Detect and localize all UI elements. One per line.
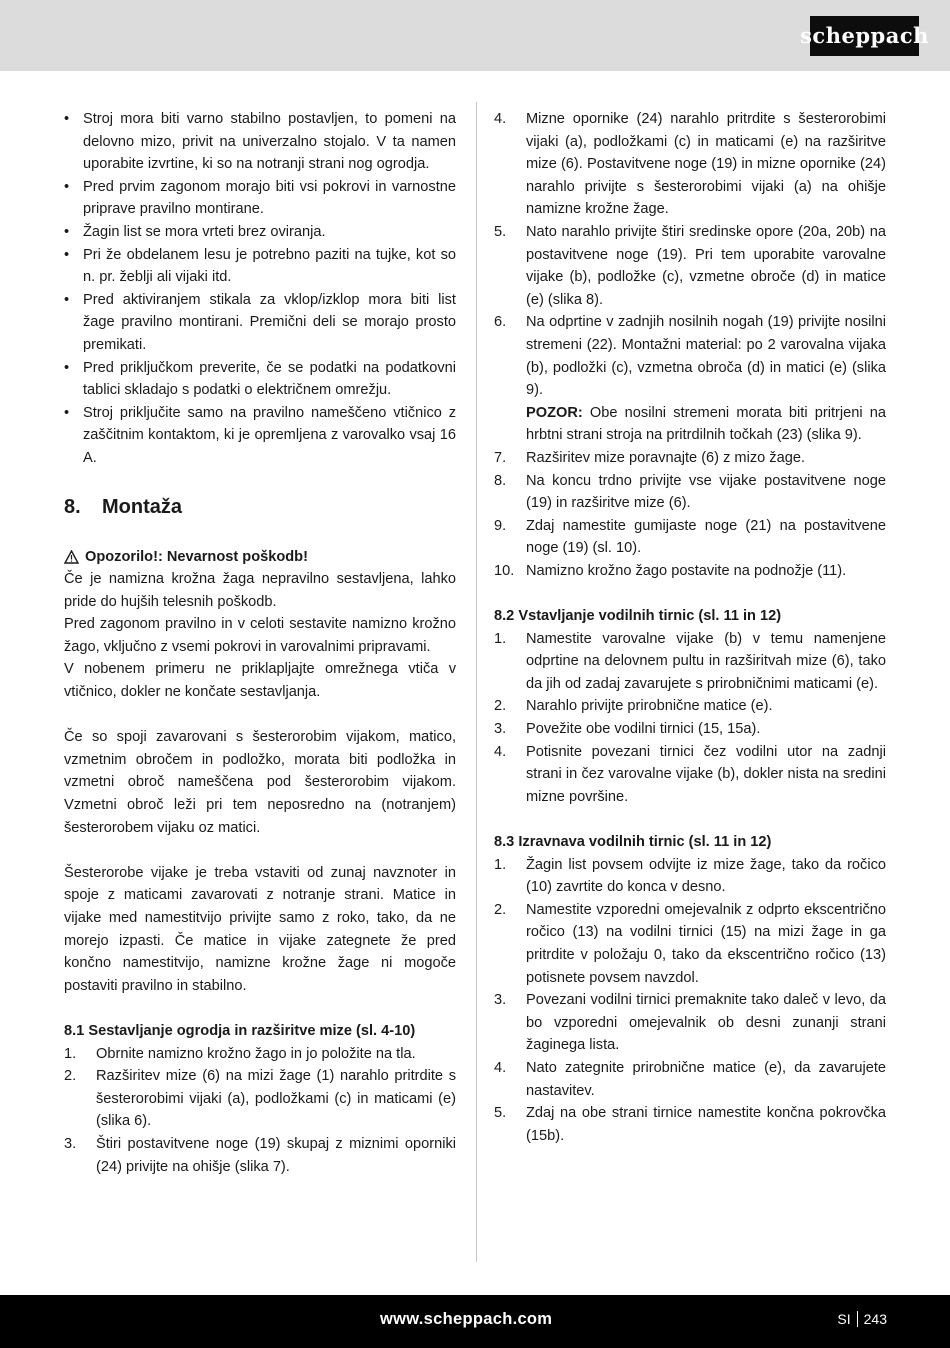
list-item: 2. Namestite vzporedni omejevalnik z odprto ekscentrično ročico (13) na vodilni tirnici (15) na mizi žage in ga pritrdite v položaju 0, tako da ekscentrično ročico (13) potisnete povsem navzdol.	[494, 901, 886, 986]
list-item: 4. Nato zategnite prirobnične matice (e), da zavarujete nastavitev.	[494, 1059, 886, 1099]
website-url[interactable]: www.scheppach.com	[380, 1310, 553, 1328]
list-item: 4. Potisnite povezani tirnici čez vodilni utor na zadnji strani in čez varovalne vijake (b), dokler nista na sredini mizne površine.	[494, 743, 886, 805]
section-title: Montaža	[102, 495, 182, 518]
paragraph: Pred zagonom pravilno in v celoti sestavite namizno krožno žago, vključno z vsemi pokrovi in varovalnimi pripravami.	[64, 616, 456, 655]
list-item: 3. Povežite obe vodilni tirnici (15, 15a).	[494, 721, 761, 738]
section-heading	[64, 494, 456, 520]
column-divider	[476, 102, 477, 1262]
list-item: • Pred aktiviranjem stikala za vklop/izklop mora biti list žage pravilno montirani. Premični deli se morajo prosto premikati.	[64, 289, 456, 357]
warning-heading	[64, 546, 456, 569]
caution-note: POZOR: Obe nosilni stremeni morata biti pritrjeni na hrbtni strani stroja na pritrdilnih točkah (23) (slika 9).	[526, 404, 886, 444]
list-item: 5. Nato narahlo privijte štiri sredinske opore (20a, 20b) na postavitvene noge (19). Pri tem uporabite varovalne vijake (b), podložke (c), vzmetne obroče (d) in matice (e) (slika 8).	[494, 223, 886, 308]
list-item: 3. Povezani vodilni tirnici premaknite tako daleč v levo, da bo vzporedni omejevalnik ob desni zunanji strani žaginega lista.	[494, 992, 886, 1054]
list-item: 1. Namestite varovalne vijake (b) v temu namenjene odprtine na delovnem pultu in razširitvah mize (6), tako da jih od zadaj zavarujete s prirobničnimi maticami (e).	[494, 630, 886, 692]
page-header	[0, 0, 950, 71]
list-item: • Stroj priključite samo na pravilno nameščeno vtičnico z zaščitnim kontaktom, ki je opremljena z varovalko vsaj 16 A.	[64, 402, 456, 470]
list-item: 2. Narahlo privijte prirobnične matice (e).	[494, 698, 773, 715]
list-item: 10. Namizno krožno žago postavite na podnožje (11).	[494, 562, 847, 579]
assembly-steps-list	[64, 1043, 456, 1179]
rail-alignment-steps	[494, 854, 886, 1148]
list-item: 5. Zdaj na obe strani tirnice namestite končna pokrovčka (15b).	[494, 1105, 886, 1144]
safety-bullet-list	[64, 108, 456, 470]
list-item: 7. Razširitev mize poravnajte (6) z mizo žage.	[494, 449, 805, 466]
right-column	[494, 108, 886, 1147]
subsection-title-8-2: 8.2 Vstavljanje vodilnih tirnic (sl. 11 in 12)	[494, 608, 782, 625]
list-item: • Pri že obdelanem lesu je potrebno paziti na tujke, kot so n. pr. žeblji ali vijaki itd.	[64, 244, 456, 289]
page-footer	[0, 1295, 950, 1348]
list-item: 1. Obrnite namizno krožno žago in jo položite na tla.	[64, 1045, 416, 1062]
paragraph: V nobenem primeru ne priklapljajte omrežnega vtiča v vtičnico, dokler ne končate sestavljanja.	[64, 661, 456, 701]
paragraph: Če je namizna krožna žaga nepravilno sestavljena, lahko pride do hujših telesnih poškodb.	[64, 571, 456, 610]
paragraph: Če so spoji zavarovani s šesterorobim vijakom, matico, vzmetnim obročem in podložko, morata biti podložka in vzmetni obroč nameščena pod šesterorobim vijakom. Vzmetni obroč leži pri tem neposredno na (notranjem) šesterorobem vijaku oz matici.	[64, 729, 456, 836]
section-number: 8.	[64, 495, 81, 518]
subsection-title-8-3: 8.3 Izravnava vodilnih tirnic (sl. 11 in 12)	[494, 834, 772, 850]
page-number-block	[837, 1311, 887, 1327]
separator	[857, 1311, 858, 1327]
list-item: • Žagin list se mora vrteti brez oviranja.	[64, 221, 456, 244]
language-code: SI	[837, 1311, 851, 1327]
list-item: 6. Na odprtine v zadnjih nosilnih nogah (19) privijte nosilni stremeni (22). Montažni material: po 2 varovalna vijaka (b), podložki (c), vzmetna obroča (d) in matici (e) (slika 9). POZOR: Obe nosilni stremeni morata biti pritrjeni na hrbtni strani stroja na pritrdilnih točkah (23) (slika 9).	[494, 311, 886, 447]
list-item: 8. Na koncu trdno privijte vse vijake postavitvene noge (19) in razširitve mize (6).	[494, 472, 886, 512]
list-item: • Pred priključkom preverite, če se podatki na podatkovni tablici skladajo s podatki o električnem omrežju.	[64, 357, 456, 402]
warning-title: Opozorilo!: Nevarnost poškodb!	[85, 548, 308, 565]
warning-triangle-icon	[64, 550, 79, 564]
list-item: 4. Mizne opornike (24) narahlo pritrdite s šesterorobimi vijaki (a), podložkami (c) in maticami (e) na razširitve mize (6). Postavitvene noge (19) in mizne opornike (24) narahlo privijte s šesterorobimi vijaki (a) na ohišje namizne krožne žage.	[494, 111, 886, 218]
list-item: 3. Štiri postavitvene noge (19) skupaj z miznimi oporniki (24) privijte na ohišje (slika 7).	[64, 1135, 456, 1175]
caution-label: POZOR:	[526, 404, 583, 421]
list-item: 2. Razširitev mize (6) na mizi žage (1) narahlo pritrdite s šesterorobimi vijaki (a), podložkami (c) in maticami (e) (slika 6).	[64, 1068, 456, 1130]
list-item: 9. Zdaj namestite gumijaste noge (21) na postavitvene noge (19) (sl. 10).	[494, 517, 886, 557]
paragraph: Šesterorobe vijake je treba vstaviti od zunaj navznoter in spoje z maticami zavarovati z notranje strani. Matice in vijake med namestitvijo privijte samo z roko, tako, da ne morejo izpasti. Če matice in vijake zategnete že pred končno namestitvijo, namizne krožne žage ni mogoče postaviti pravilno in stabilno.	[64, 864, 456, 994]
assembly-steps-list-continued	[494, 108, 886, 582]
list-item: • Pred prvim zagonom morajo biti vsi pokrovi in varnostne priprave pravilno montirane.	[64, 176, 456, 221]
subsection-title-8-1: 8.1 Sestavljanje ogrodja in razširitve mize (sl. 4-10)	[64, 1022, 416, 1039]
list-item: 1. Žagin list povsem odvijte iz mize žage, tako da ročico (10) zavrtite do konca v desno.	[494, 856, 886, 896]
list-item: • Stroj mora biti varno stabilno postavljen, to pomeni na delovno mizo, privit na univerzalno stojalo. V ta namen uporabite izvrtine, ki so na notranji strani nog ogrodja.	[64, 108, 456, 176]
page-number: 243	[863, 1311, 887, 1327]
brand-logo: scheppach	[810, 16, 919, 56]
rail-insertion-steps	[494, 628, 886, 809]
left-column	[64, 108, 456, 1178]
